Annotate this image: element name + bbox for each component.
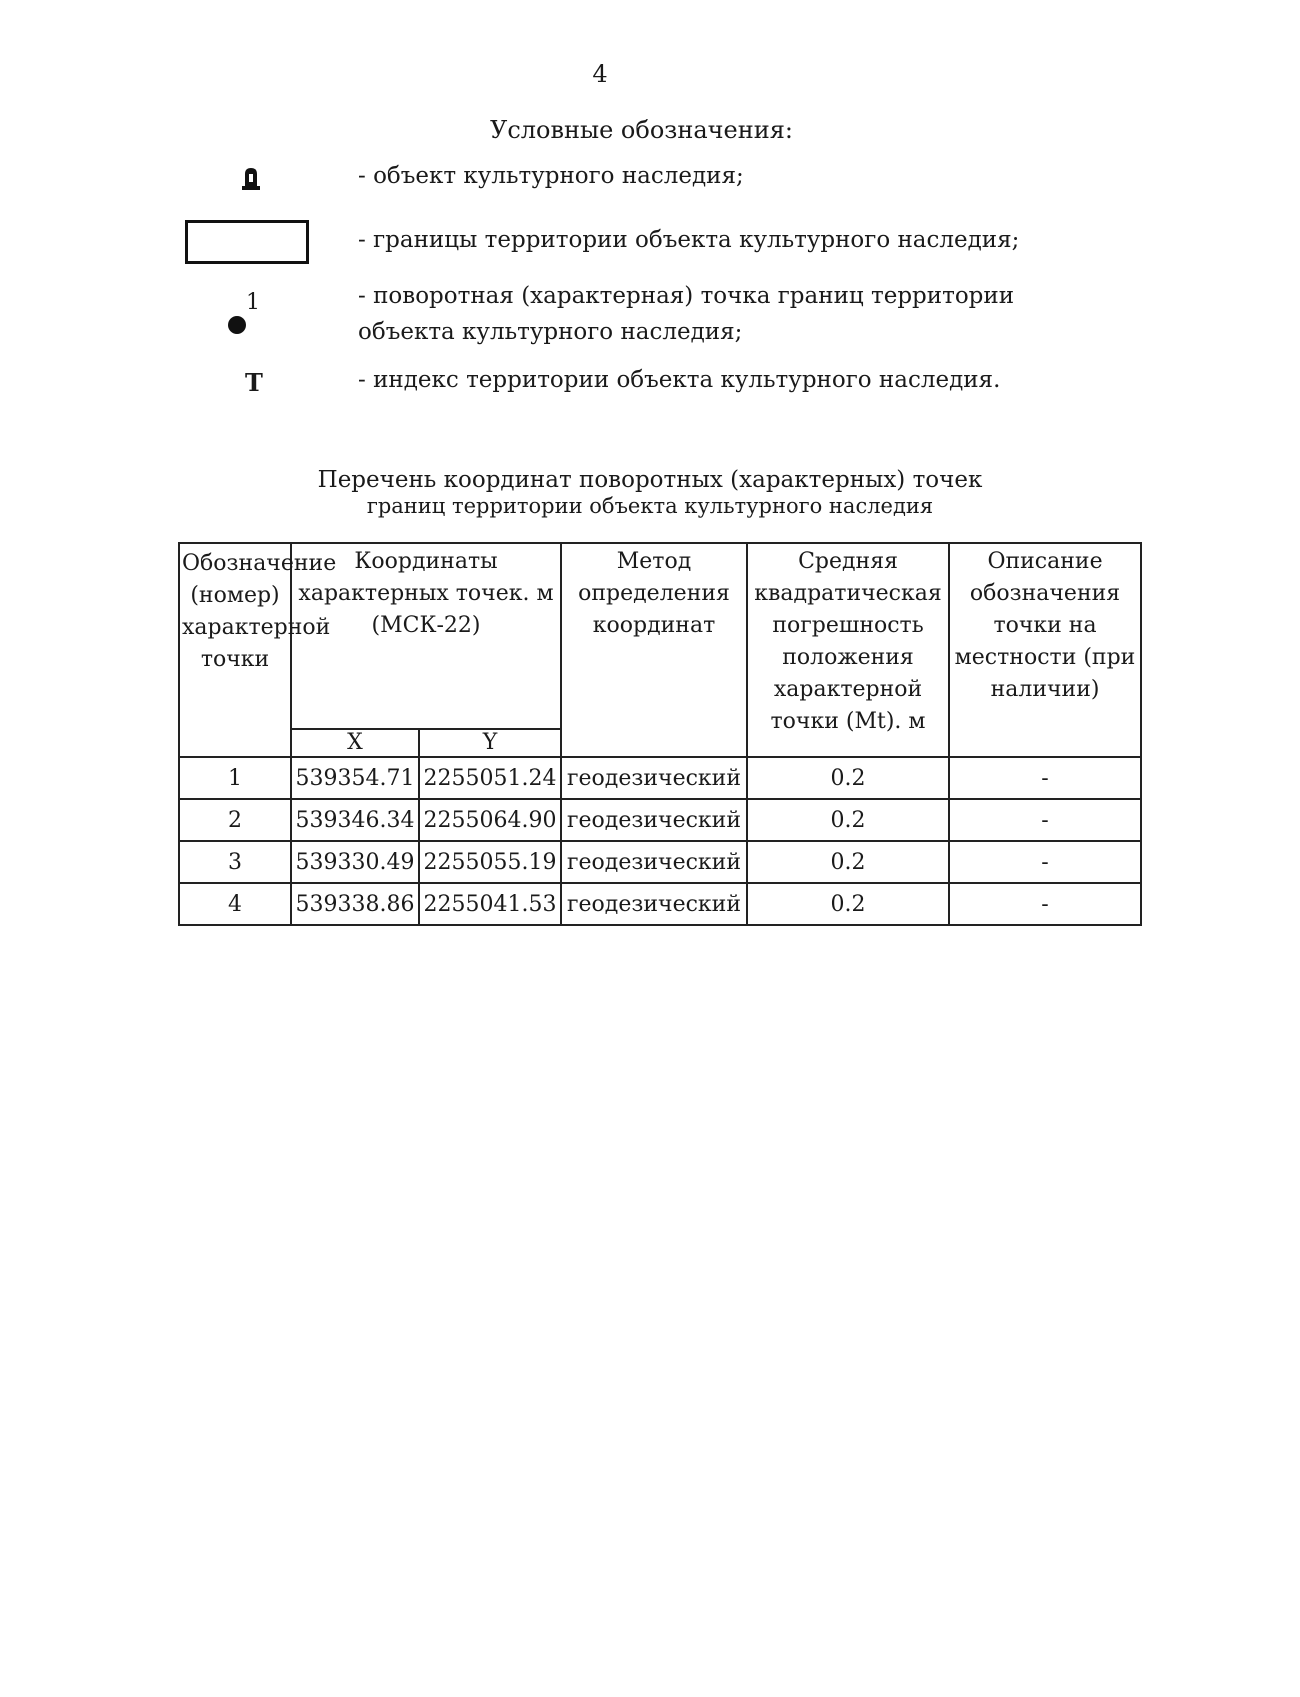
header-error: Средняя квадратическая погрешность положения характерной точки (Mt). м [747, 543, 949, 757]
cell-error: 0.2 [747, 757, 949, 799]
cell-error: 0.2 [747, 841, 949, 883]
cell-method: геодезический [561, 757, 747, 799]
header-y: Y [419, 729, 561, 757]
legend-title: Условные обозначения: [490, 116, 793, 144]
cell-x: 539346.34 [291, 799, 419, 841]
cell-error: 0.2 [747, 799, 949, 841]
header-coordinates: Координаты характерных точек. м (МСК-22) [291, 543, 561, 729]
turning-point-icon [228, 290, 260, 336]
table-row [179, 883, 1141, 925]
table-title-line2: границ территории объекта культурного наследия [366, 494, 934, 518]
cell-x: 539354.71 [291, 757, 419, 799]
table-row [179, 841, 1141, 883]
cell-y: 2255051.24 [419, 757, 561, 799]
monument-icon [242, 166, 260, 190]
table-row [179, 757, 1141, 799]
cell-x: 539338.86 [291, 883, 419, 925]
point-label: 1 [246, 290, 260, 315]
table-title-line1: Перечень координат поворотных (характерных) точек [317, 467, 983, 493]
cell-x: 539330.49 [291, 841, 419, 883]
legend-text-boundary: - границы территории объекта культурного наследия; [358, 227, 1020, 253]
cell-method: геодезический [561, 841, 747, 883]
cell-num: 3 [179, 841, 291, 883]
legend-text-monument: - объект культурного наследия; [358, 163, 744, 189]
cell-num: 1 [179, 757, 291, 799]
coordinates-table [178, 542, 1142, 926]
header-x: X [291, 729, 419, 757]
header-method: Метод определения координат [561, 543, 747, 757]
table-title [0, 466, 1300, 518]
cell-description: - [949, 757, 1141, 799]
legend-text-index: - индекс территории объекта культурного наследия. [358, 367, 1001, 393]
cell-error: 0.2 [747, 883, 949, 925]
cell-description: - [949, 883, 1141, 925]
cell-y: 2255055.19 [419, 841, 561, 883]
territory-index-icon: Т [245, 368, 263, 397]
cell-description: - [949, 841, 1141, 883]
cell-description: - [949, 799, 1141, 841]
cell-y: 2255041.53 [419, 883, 561, 925]
cell-y: 2255064.90 [419, 799, 561, 841]
cell-method: геодезический [561, 883, 747, 925]
cell-num: 4 [179, 883, 291, 925]
header-description: Описание обозначения точки на местности (при наличии) [949, 543, 1141, 757]
legend-text-turning-point: - поворотная (характерная) точка границ территории объекта культурного наследия; [358, 283, 1015, 345]
cell-method: геодезический [561, 799, 747, 841]
page-number: 4 [592, 60, 608, 88]
header-designation: Обозначение (номер) характерной точки [179, 543, 291, 757]
table-row [179, 799, 1141, 841]
cell-num: 2 [179, 799, 291, 841]
point-dot-icon [228, 316, 246, 334]
boundary-rectangle-icon [185, 220, 309, 264]
